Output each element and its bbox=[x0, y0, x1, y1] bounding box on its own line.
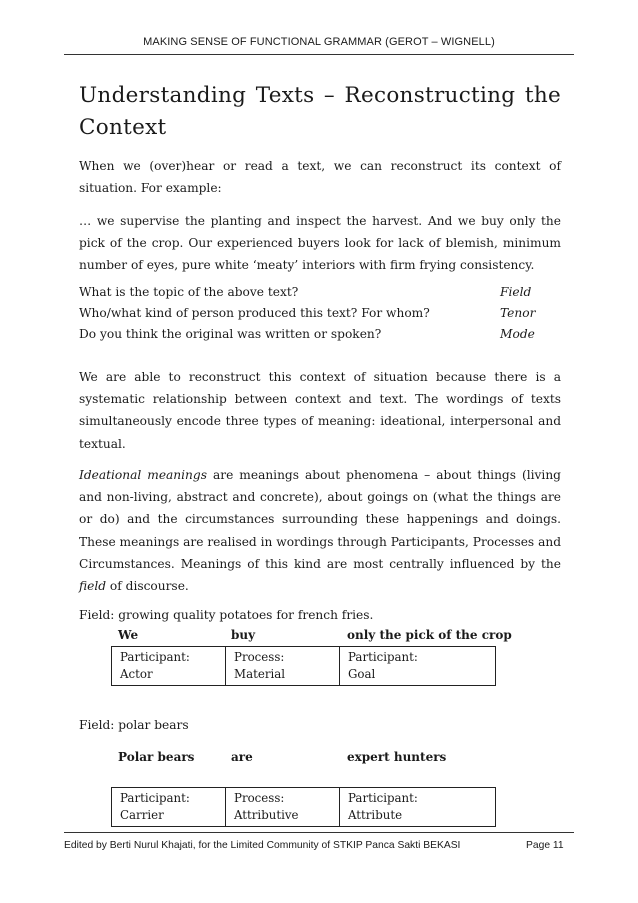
field-label: Field: growing quality potatoes for french fries. bbox=[79, 608, 374, 622]
header-divider bbox=[64, 54, 574, 55]
intro-paragraph: When we (over)hear or read a text, we can reconstruct its context of situation. For example: bbox=[79, 159, 561, 196]
clause-word: are bbox=[231, 750, 253, 764]
cell-line: Participant: bbox=[120, 791, 190, 805]
table-cell bbox=[226, 647, 340, 686]
ideational-tail: of discourse. bbox=[106, 579, 189, 594]
ideational-term: Ideational meanings bbox=[79, 468, 207, 482]
cell-line: Process: bbox=[234, 650, 285, 664]
footer-credit: Edited by Berti Nurul Khajati, for the Limited Community of STKIP Panca Sakti BEKASI bbox=[64, 840, 461, 851]
table-cell bbox=[112, 788, 226, 827]
field-word: field bbox=[79, 579, 107, 594]
question-row bbox=[79, 285, 561, 307]
cell-line: Participant: bbox=[348, 791, 418, 805]
cell-line: Actor bbox=[120, 667, 153, 681]
table-cell bbox=[112, 647, 226, 686]
running-header: MAKING SENSE OF FUNCTIONAL GRAMMAR (GEROT – WIGNELL) bbox=[143, 36, 495, 48]
example-passage: … we supervise the planting and inspect the harvest. And we buy only the pick of the crop. Our experienced buyers look for lack of blemish, minimum number of eyes, pure white ‘meaty’ interiors with firm frying consistency. bbox=[79, 214, 561, 273]
clause-word: Polar bears bbox=[118, 750, 195, 764]
question-text: Who/what kind of person produced this text? For whom? bbox=[79, 306, 430, 320]
cell-line: Carrier bbox=[120, 808, 164, 822]
field-label: Field: polar bears bbox=[79, 718, 189, 732]
cell-line: Attributive bbox=[234, 808, 299, 822]
question-row bbox=[79, 306, 561, 328]
clause-word: only the pick of the crop bbox=[347, 628, 512, 642]
page-number: Page 11 bbox=[526, 840, 564, 851]
clause-word: buy bbox=[231, 628, 256, 642]
analysis-table bbox=[111, 787, 496, 827]
question-label: Field bbox=[500, 285, 532, 299]
question-label: Mode bbox=[500, 327, 535, 341]
cell-line: Participant: bbox=[348, 650, 418, 664]
cell-line: Process: bbox=[234, 791, 285, 805]
question-row bbox=[79, 327, 561, 349]
footer-divider bbox=[64, 832, 574, 833]
clause-word: expert hunters bbox=[347, 750, 447, 764]
clause-word: We bbox=[118, 628, 139, 642]
question-text: Do you think the original was written or spoken? bbox=[79, 327, 382, 341]
table-row bbox=[112, 647, 496, 686]
table-cell bbox=[340, 788, 496, 827]
context-paragraph: We are able to reconstruct this context of situation because there is a systematic relationship between context and text. The wordings of texts simultaneously encode three types of meaning: ideational, interpersonal and textual. bbox=[79, 370, 561, 451]
table-cell bbox=[340, 647, 496, 686]
question-label: Tenor bbox=[500, 306, 536, 320]
ideational-paragraph bbox=[79, 464, 561, 597]
cell-line: Attribute bbox=[348, 808, 403, 822]
cell-line: Participant: bbox=[120, 650, 190, 664]
page-title: Understanding Texts – Reconstructing the Context bbox=[79, 83, 561, 140]
ideational-body: are meanings about phenomena – about things (living and non-living, abstract and concrete), about goings on (what the things are or do) and the circumstances surrounding these happenings and doings. These meanings are realised in wordings through Participants, Processes and Circumstances. Meanings of this kind are most centrally influenced by the bbox=[79, 468, 561, 571]
table-cell bbox=[226, 788, 340, 827]
cell-line: Goal bbox=[348, 667, 376, 681]
table-row bbox=[112, 788, 496, 827]
question-text: What is the topic of the above text? bbox=[79, 285, 299, 299]
cell-line: Material bbox=[234, 667, 286, 681]
analysis-table bbox=[111, 646, 496, 686]
